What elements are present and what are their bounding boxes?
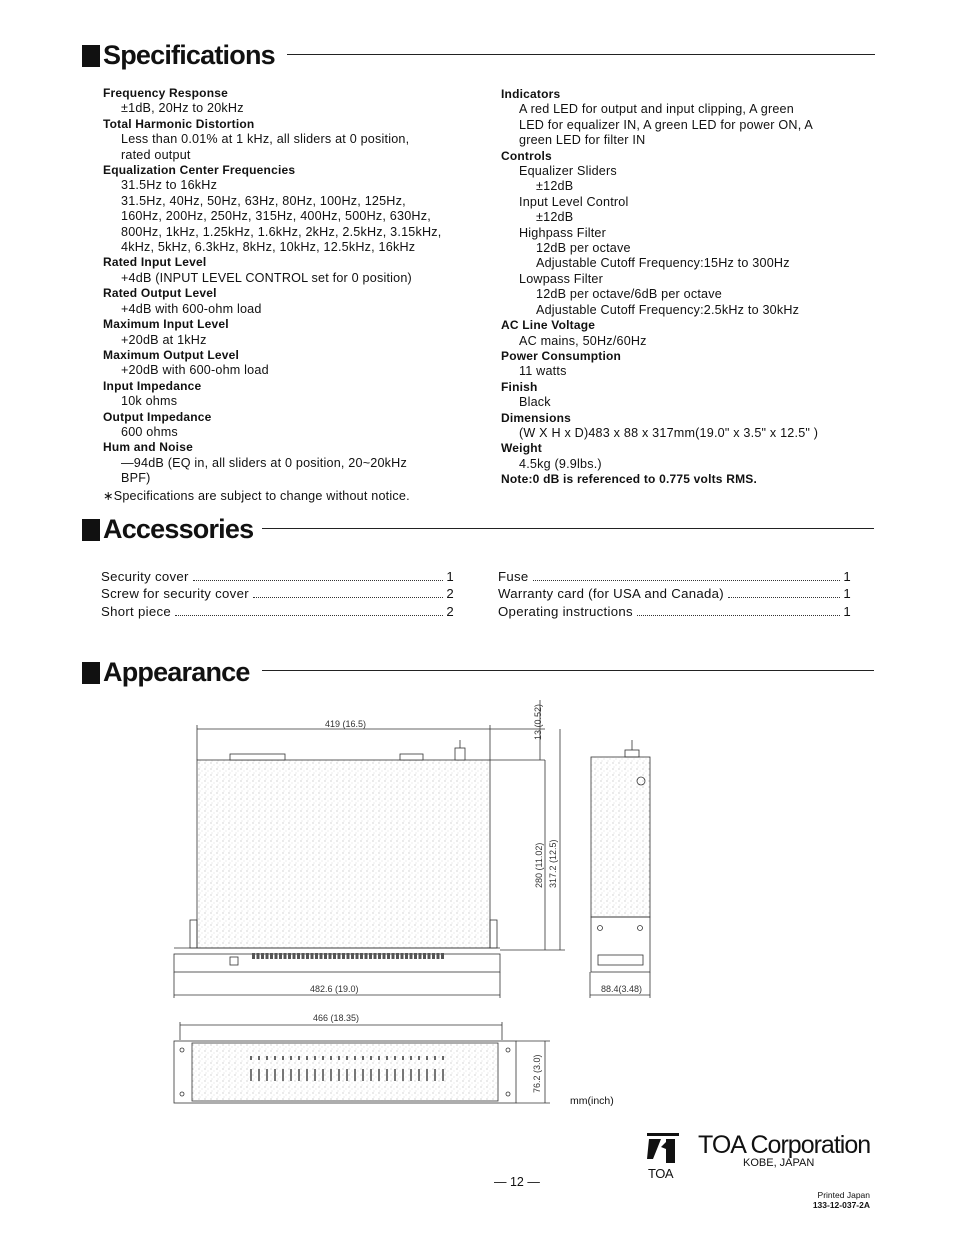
accessory-qty: 1 — [446, 569, 454, 584]
spec-label: Maximum Input Level — [103, 317, 229, 332]
spec-value: Adjustable Cutoff Frequency:2.5kHz to 30kHz — [536, 302, 800, 317]
front-view — [174, 1022, 550, 1103]
doc-code: 133-12-037-2A — [812, 1200, 870, 1210]
spec-value: ±1dB, 20Hz to 20kHz — [121, 101, 244, 116]
spec-value: green LED for filter IN — [519, 133, 646, 148]
spec-value: 11 watts — [519, 364, 567, 379]
dim-depth: 280 (11.02) — [534, 842, 544, 888]
spec-value: Lowpass Filter — [519, 271, 603, 286]
spec-value: 600 ohms — [121, 424, 178, 439]
spec-value: Black — [519, 395, 551, 410]
spec-value: ±12dB — [536, 179, 574, 194]
accessory-name: Short piece — [101, 603, 172, 619]
spec-value: 4kHz, 5kHz, 6.3kHz, 8kHz, 10kHz, 12.5kHz, 16kHz — [121, 240, 416, 255]
spec-value: AC mains, 50Hz/60Hz — [519, 333, 647, 348]
spec-value: +4dB with 600-ohm load — [121, 301, 262, 316]
spec-label: Indicators — [501, 87, 561, 101]
spec-label: Power Consumption — [501, 348, 622, 363]
company-name: TOA Corporation — [698, 1131, 871, 1159]
spec-value: Highpass Filter — [519, 225, 606, 240]
spec-label: Input Impedance — [103, 378, 202, 393]
toa-logo-icon — [647, 1133, 679, 1163]
spec-label: Rated Output Level — [103, 286, 217, 301]
dim-depth-total: 317.2 (12.5) — [548, 839, 558, 888]
dim-front-height: 76.2 (3.0) — [532, 1054, 542, 1093]
spec-value: Equalizer Sliders — [519, 164, 617, 179]
spec-label: Weight — [501, 441, 542, 456]
accessory-name: Screw for security cover — [101, 586, 249, 602]
dim-top-width: 419 (16.5) — [325, 719, 367, 729]
spec-value: Input Level Control — [519, 194, 629, 209]
spec-value: Adjustable Cutoff Frequency:15Hz to 300Hz — [536, 256, 790, 271]
spec-value: (W X H x D)483 x 88 x 317mm(19.0" x 3.5" x 12.5" ) — [519, 425, 819, 440]
page-number: — 12 — — [494, 1175, 540, 1189]
spec-label: Dimensions — [501, 410, 572, 425]
accessory-name: Operating instructions — [498, 603, 633, 619]
spec-label: Total Harmonic Distortion — [103, 116, 255, 131]
spec-value: BPF) — [121, 471, 151, 486]
spec-label: AC Line Voltage — [501, 318, 596, 333]
spec-value: 12dB per octave — [536, 241, 631, 256]
spec-note: ∗Specifications are subject to change without notice. — [103, 488, 410, 503]
spec-value: 4.5kg (9.9lbs.) — [519, 456, 602, 471]
printed-label: Printed Japan — [817, 1190, 870, 1200]
unit-label: mm(inch) — [570, 1095, 614, 1107]
spec-value: 31.5Hz to 16kHz — [121, 178, 218, 193]
spec-label: Hum and Noise — [103, 440, 193, 455]
appearance-title: Appearance — [103, 657, 250, 687]
spec-value: ±12dB — [536, 210, 574, 225]
spec-value: Less than 0.01% at 1 kHz, all sliders at 0 position, — [121, 132, 410, 147]
spec-label: Rated Input Level — [103, 255, 207, 270]
print-info — [813, 1190, 870, 1210]
spec-value: +20dB with 600-ohm load — [121, 363, 269, 378]
company-city: KOBE, JAPAN — [743, 1157, 815, 1169]
dim-front-width: 466 (18.35) — [313, 1013, 360, 1023]
accessory-qty: 2 — [446, 586, 454, 602]
company-tag: TOA — [648, 1166, 673, 1181]
spec-note: Note:0 dB is referenced to 0.775 volts RMS. — [501, 472, 758, 487]
accessory-qty: 2 — [446, 603, 454, 619]
specifications-title: Specifications — [103, 40, 275, 70]
spec-label: Frequency Response — [103, 86, 228, 100]
accessory-name: Fuse — [498, 569, 529, 584]
spec-value: A red LED for output and input clipping, A green — [519, 102, 794, 117]
spec-label: Output Impedance — [103, 409, 212, 424]
spec-value: LED for equalizer IN, A green LED for power ON, A — [519, 117, 813, 132]
accessory-qty: 1 — [843, 569, 851, 584]
spec-label: Maximum Output Level — [103, 347, 240, 362]
dim-overall-width: 482.6 (19.0) — [310, 984, 359, 994]
spec-value: 31.5Hz, 40Hz, 50Hz, 63Hz, 80Hz, 100Hz, 125Hz, — [121, 193, 406, 208]
accessory-name: Warranty card (for USA and Canada) — [498, 586, 724, 602]
dim-side-width: 88.4(3.48) — [601, 984, 643, 994]
accessories-title: Accessories — [103, 514, 254, 544]
spec-value: 800Hz, 1kHz, 1.25kHz, 1.6kHz, 2kHz, 2.5kHz, 3.15kHz, — [121, 224, 442, 239]
spec-label: Controls — [501, 148, 552, 163]
spec-value: rated output — [121, 147, 191, 162]
spec-value: 10k ohms — [121, 394, 178, 409]
spec-value: 12dB per octave/6dB per octave — [536, 287, 722, 302]
spec-value: 160Hz, 200Hz, 250Hz, 315Hz, 400Hz, 500Hz, 630Hz, — [121, 209, 431, 224]
spec-label: Finish — [501, 379, 538, 394]
dim-top-margin: 13 (0.52) — [533, 703, 543, 740]
top-view — [174, 700, 565, 998]
spec-value: —94dB (EQ in, all sliders at 0 position, 20~20kHz — [121, 455, 407, 470]
side-view — [590, 740, 650, 998]
spec-label: Equalization Center Frequencies — [103, 163, 296, 178]
spec-value: +20dB at 1kHz — [121, 332, 207, 347]
spec-value: +4dB (INPUT LEVEL CONTROL set for 0 position) — [121, 270, 412, 285]
accessory-qty: 1 — [843, 586, 851, 602]
accessory-name: Security cover — [101, 569, 189, 584]
accessory-qty: 1 — [843, 603, 851, 619]
